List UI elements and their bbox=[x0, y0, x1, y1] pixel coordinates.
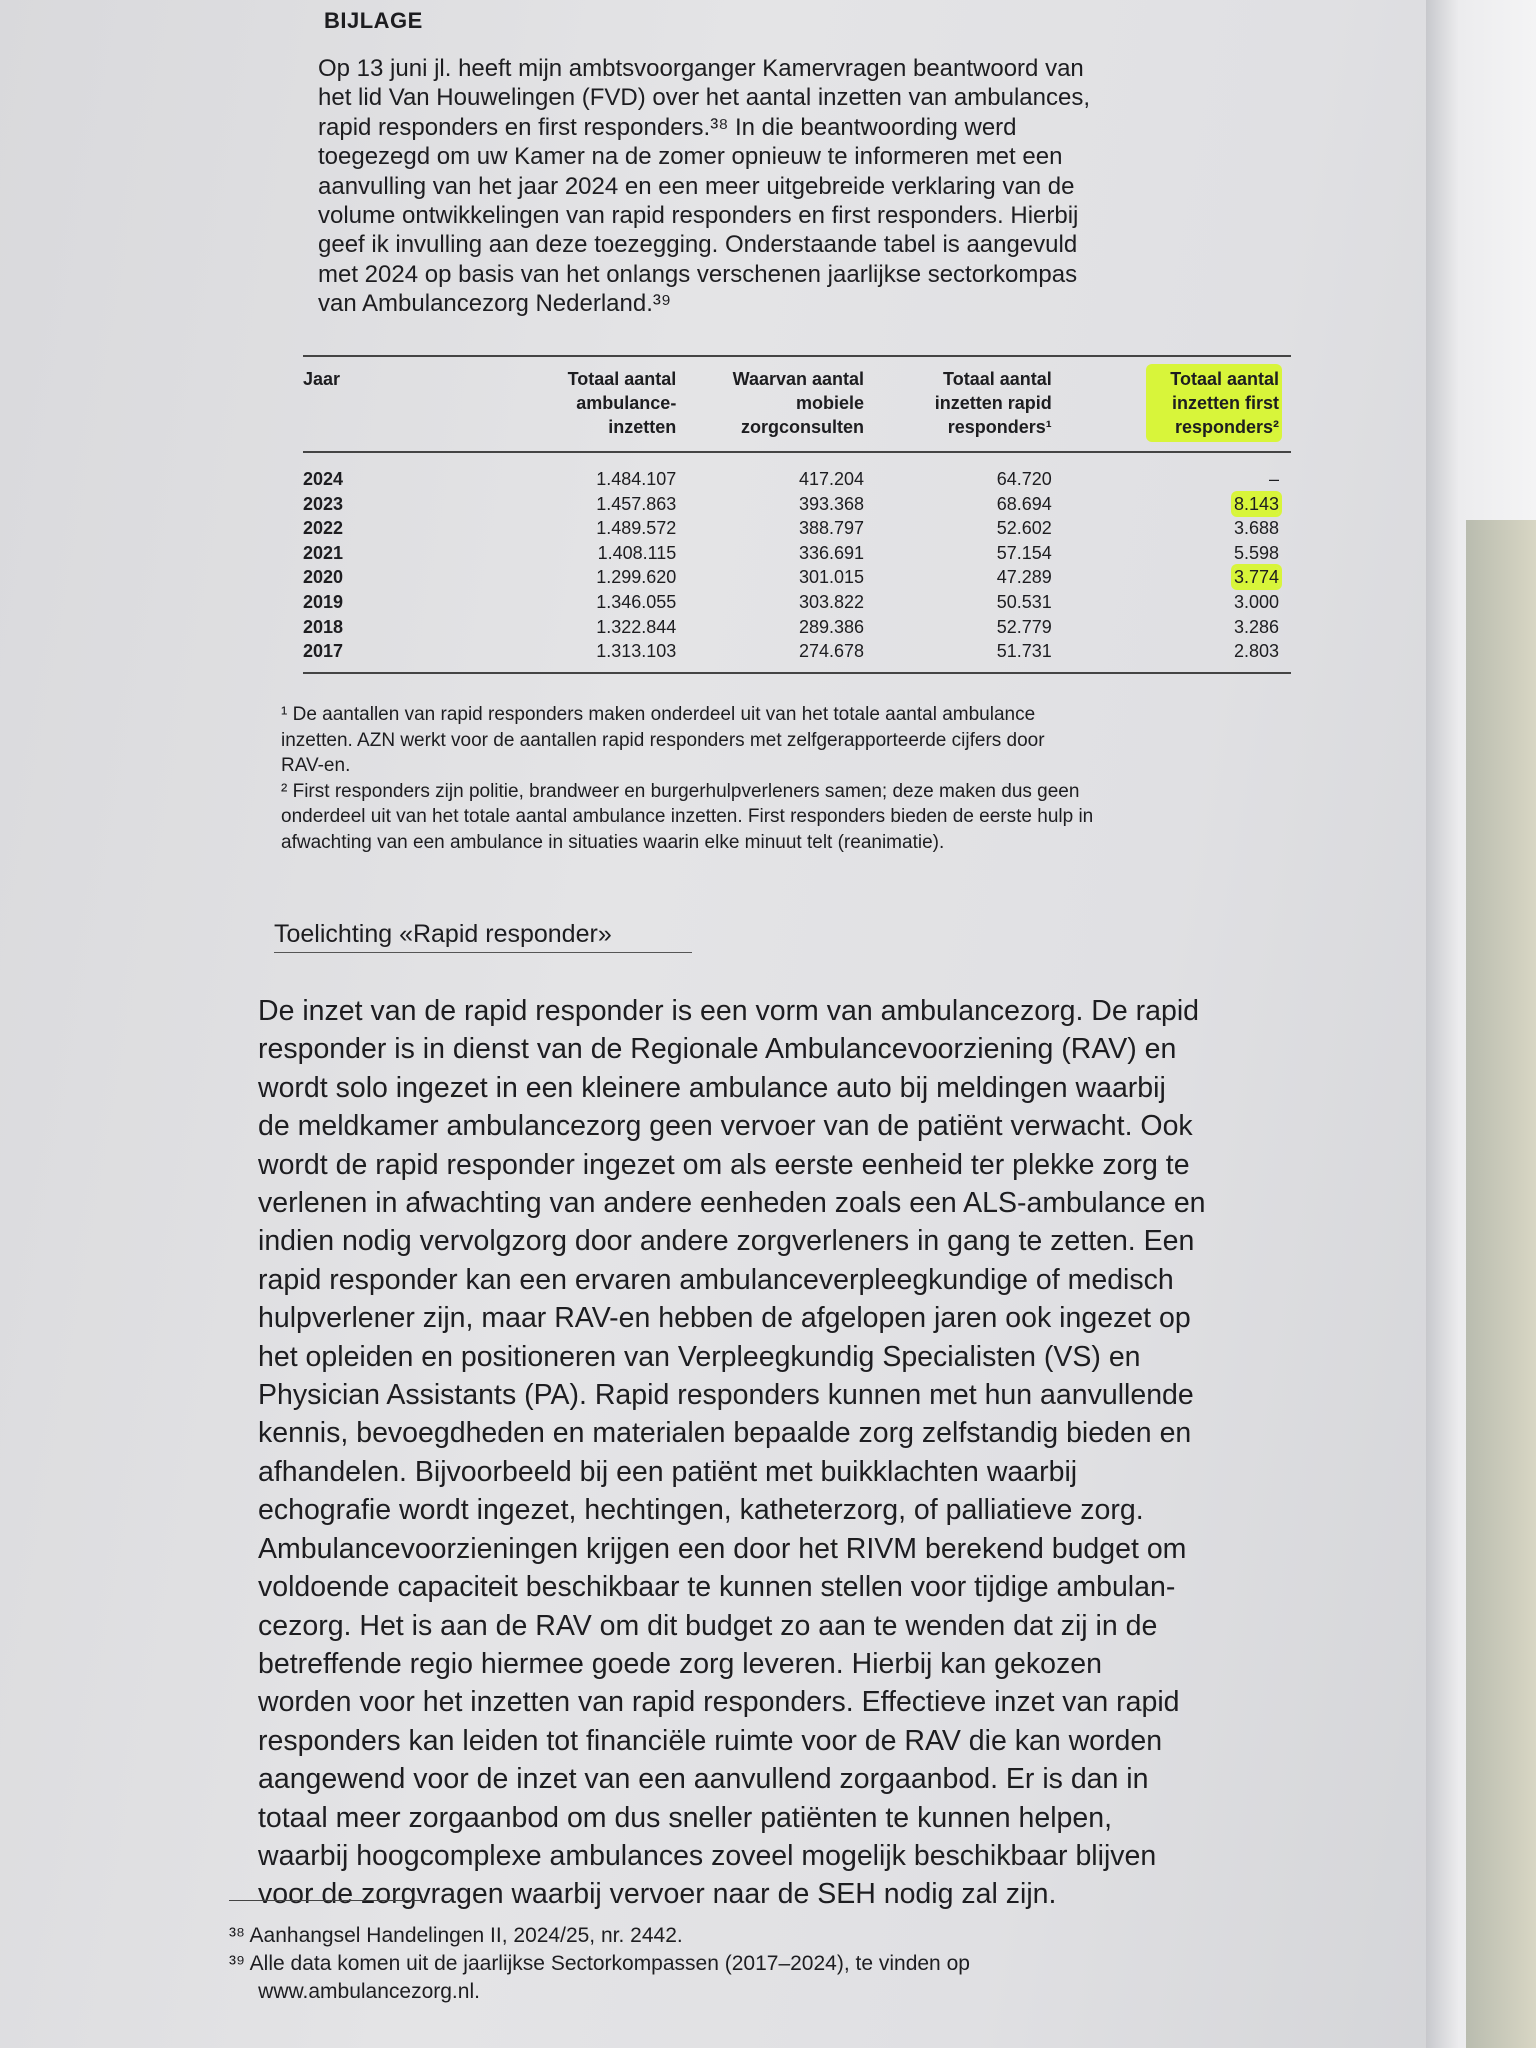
table-cell bbox=[303, 492, 520, 517]
cell-value: 64.720 bbox=[996, 469, 1052, 489]
body-line: wordt solo ingezet in een kleinere ambulance auto bij meldingen waarbij bbox=[258, 1071, 1166, 1104]
column-header-label: Totaal aantal inzetten first responders² bbox=[1149, 367, 1279, 439]
body-line: totaal meer zorgaanbod om dus sneller patiënten te kunnen helpen, bbox=[258, 1801, 1112, 1834]
table-row bbox=[303, 615, 1291, 640]
column-header-label: Jaar bbox=[303, 369, 341, 389]
intro-line: rapid responders en first responders.³⁸ In die beantwoording werd bbox=[318, 113, 1017, 141]
table-header-row bbox=[303, 356, 1291, 452]
body-line: het opleiden en positioneren van Verpleegkundig Specialisten (VS) en bbox=[258, 1340, 1141, 1373]
table-cell bbox=[520, 516, 688, 541]
table-cell bbox=[876, 452, 1064, 492]
table-row bbox=[303, 541, 1291, 566]
table-row bbox=[303, 565, 1291, 590]
table-row bbox=[303, 639, 1291, 673]
body-line: voldoende capaciteit beschikbaar te kunnen stellen voor tijdige ambulan- bbox=[258, 1571, 1176, 1604]
table-cell bbox=[688, 541, 876, 566]
cell-value: 1.322.844 bbox=[596, 616, 677, 637]
table-footnote-line: RAV-en. bbox=[281, 755, 351, 777]
column-header-label: Totaal aantal ambulance-inzetten bbox=[567, 369, 677, 437]
cell-value: 51.731 bbox=[996, 641, 1052, 662]
cell-value: 3.000 bbox=[1233, 591, 1279, 612]
table-cell bbox=[688, 492, 876, 517]
table-footnotes bbox=[281, 702, 1311, 856]
table-cell bbox=[520, 590, 688, 615]
table-cell bbox=[520, 541, 688, 566]
intro-line: geef ik invulling aan deze toezegging. Onderstaande tabel is aangevuld bbox=[318, 231, 1078, 259]
body-line: responders kan leiden tot financiële ruimte voor de RAV die kan worden bbox=[258, 1724, 1163, 1757]
page-footnote-line: www.ambulancezorg.nl. bbox=[229, 1980, 480, 2003]
table-cell bbox=[303, 639, 520, 673]
body-line: afhandelen. Bijvoorbeeld bij een patiënt met buikklachten waarbij bbox=[258, 1455, 1078, 1488]
table-cell bbox=[688, 590, 876, 615]
cell-value: 3.688 bbox=[1233, 518, 1279, 539]
cell-value: 1.484.107 bbox=[596, 469, 677, 489]
intro-line: van Ambulancezorg Nederland.³⁹ bbox=[318, 290, 672, 318]
cell-value: 2022 bbox=[303, 518, 344, 539]
cell-value: 68.694 bbox=[996, 493, 1052, 514]
column-header-label: Waarvan aantal mobiele zorgconsulten bbox=[732, 369, 865, 437]
intro-line: toegezegd om uw Kamer na de zomer opnieuw te informeren met een bbox=[318, 143, 1063, 171]
cell-value: 388.797 bbox=[798, 518, 865, 539]
body-line: hulpverlener zijn, maar RAV-en hebben de afgelopen jaren ook ingezet op bbox=[258, 1302, 1191, 1335]
table-cell bbox=[303, 541, 520, 566]
cell-value: 2019 bbox=[303, 591, 344, 612]
cell-value: 3.286 bbox=[1233, 616, 1279, 637]
cell-value: 274.678 bbox=[798, 641, 865, 662]
body-line: verlenen in afwachting van andere eenheden zoals een ALS-ambulance en bbox=[258, 1187, 1206, 1220]
cell-value: 52.602 bbox=[996, 518, 1052, 539]
cell-value: 2018 bbox=[303, 616, 344, 637]
table-cell bbox=[1064, 516, 1291, 541]
table-cell bbox=[520, 492, 688, 517]
table-cell bbox=[303, 565, 520, 590]
table-cell bbox=[876, 541, 1064, 566]
cell-value: 289.386 bbox=[798, 616, 865, 637]
table-cell bbox=[303, 590, 520, 615]
table-cell bbox=[688, 565, 876, 590]
body-line: worden voor het inzetten van rapid responders. Effectieve inzet van rapid bbox=[258, 1686, 1180, 1719]
table-cell bbox=[520, 615, 688, 640]
body-line: aangewend voor de inzet van een aanvullend zorgaanbod. Er is dan in bbox=[258, 1763, 1149, 1796]
body-line: betreffende regio hiermee goede zorg leveren. Hierbij kan gekozen bbox=[258, 1647, 1102, 1680]
intro-line: met 2024 op basis van het onlangs verschenen jaarlijkse sectorkompas bbox=[318, 260, 1078, 288]
page-footnote-line: ³⁸ Aanhangsel Handelingen II, 2024/25, nr. 2442. bbox=[229, 1924, 683, 1947]
cell-value: 3.774 bbox=[1233, 567, 1279, 588]
table-row bbox=[303, 516, 1291, 541]
table-footnote-line: onderdeel uit van het totale aantal ambulance inzetten. First responders bieden de eerste hulp in bbox=[281, 806, 1094, 828]
column-header bbox=[688, 356, 876, 452]
body-line: Physician Assistants (PA). Rapid responders kunnen met hun aanvullende bbox=[258, 1379, 1194, 1412]
table-cell bbox=[303, 615, 520, 640]
body-line: de meldkamer ambulancezorg geen vervoer van de patiënt verwacht. Ook bbox=[258, 1110, 1193, 1143]
column-header bbox=[520, 356, 688, 452]
table-cell bbox=[876, 590, 1064, 615]
cell-value: 303.822 bbox=[798, 591, 865, 612]
table-cell bbox=[1064, 615, 1291, 640]
body-line: voor de zorgvragen waarbij vervoer naar de SEH nodig zal zijn. bbox=[258, 1878, 1057, 1911]
page-footnotes bbox=[229, 1922, 970, 2006]
body-line: responder is in dienst van de Regionale Ambulancevoorziening (RAV) en bbox=[258, 1033, 1177, 1066]
table-cell bbox=[303, 516, 520, 541]
cell-value: 393.368 bbox=[798, 493, 865, 514]
footnote-divider bbox=[229, 1900, 425, 1901]
cell-value: 1.313.103 bbox=[596, 641, 677, 662]
table-cell bbox=[688, 639, 876, 673]
intro-line: het lid Van Houwelingen (FVD) over het aantal inzetten van ambulances, bbox=[318, 84, 1090, 112]
table-cell bbox=[876, 565, 1064, 590]
page-title: BIJLAGE bbox=[324, 8, 423, 33]
page-footnote-line: ³⁹ Alle data komen uit de jaarlijkse Sectorkompassen (2017–2024), te vinden op bbox=[229, 1952, 970, 1975]
cell-value: 47.289 bbox=[996, 567, 1052, 588]
cell-value: 52.779 bbox=[996, 616, 1052, 637]
body-line: wordt de rapid responder ingezet om als eerste eenheid ter plekke zorg te bbox=[258, 1148, 1190, 1181]
table-cell bbox=[1064, 452, 1291, 492]
table-cell bbox=[520, 639, 688, 673]
cell-value: 57.154 bbox=[996, 542, 1052, 563]
table-cell bbox=[876, 492, 1064, 517]
table-row bbox=[303, 590, 1291, 615]
body-line: rapid responder kan een ervaren ambulanceverpleegkundige of medisch bbox=[258, 1263, 1174, 1296]
cell-value: 1.457.863 bbox=[596, 493, 677, 514]
table-cell bbox=[1064, 492, 1291, 517]
table-footnote-line: ² First responders zijn politie, brandweer en burgerhulpverleners samen; deze maken dus geen bbox=[281, 780, 1080, 802]
table-cell bbox=[876, 615, 1064, 640]
column-header bbox=[303, 356, 520, 452]
table-footnote-line: ¹ De aantallen van rapid responders maken onderdeel uit van het totale aantal ambulance bbox=[281, 704, 1036, 725]
column-header bbox=[1064, 356, 1291, 452]
cell-value: 2021 bbox=[303, 542, 344, 563]
column-header bbox=[876, 356, 1064, 452]
cell-value: – bbox=[1268, 469, 1279, 489]
table-cell bbox=[1064, 590, 1291, 615]
cell-value: 2024 bbox=[303, 469, 344, 489]
cell-value: 336.691 bbox=[798, 542, 865, 563]
ambulance-statistics-table bbox=[303, 355, 1291, 674]
table-cell bbox=[303, 452, 520, 492]
cell-value: 301.015 bbox=[798, 567, 865, 588]
table-cell bbox=[876, 516, 1064, 541]
cell-value: 1.489.572 bbox=[596, 518, 677, 539]
table-cell bbox=[688, 615, 876, 640]
intro-line: aanvulling van het jaar 2024 en een meer uitgebreide verklaring van de bbox=[318, 172, 1075, 200]
table-row bbox=[303, 492, 1291, 517]
cell-value: 2020 bbox=[303, 567, 344, 588]
body-line: waarbij hoogcomplexe ambulances zoveel mogelijk beschikbaar blijven bbox=[258, 1839, 1157, 1872]
table-cell bbox=[520, 452, 688, 492]
body-line: kennis, bevoegdheden en materialen bepaalde zorg zelfstandig bieden en bbox=[258, 1417, 1192, 1450]
body-line: cezorg. Het is aan de RAV om dit budget zo aan te wenden dat zij in de bbox=[258, 1609, 1158, 1642]
underlying-page bbox=[1466, 520, 1536, 2048]
cell-value: 5.598 bbox=[1233, 542, 1279, 563]
intro-paragraph bbox=[318, 54, 1248, 319]
cell-value: 8.143 bbox=[1233, 493, 1279, 514]
cell-value: 2017 bbox=[303, 641, 344, 662]
body-line: De inzet van de rapid responder is een vorm van ambulancezorg. De rapid bbox=[258, 995, 1200, 1027]
intro-line: volume ontwikkelingen van rapid responders en first responders. Hierbij bbox=[318, 202, 1079, 230]
cell-value: 1.299.620 bbox=[596, 567, 677, 588]
column-header-label: Totaal aantal inzetten rapid responders¹ bbox=[934, 369, 1052, 437]
table-footnote-line: afwachting van een ambulance in situaties waarin elke minuut telt (reanimatie). bbox=[281, 831, 945, 853]
cell-value: 1.408.115 bbox=[597, 542, 677, 563]
intro-line: Op 13 juni jl. heeft mijn ambtsvoorganger Kamervragen beantwoord van bbox=[318, 55, 1084, 82]
table-cell bbox=[1064, 565, 1291, 590]
cell-value: 2.803 bbox=[1233, 641, 1279, 662]
cell-value: 417.204 bbox=[798, 469, 865, 489]
table-cell bbox=[688, 452, 876, 492]
table-cell bbox=[520, 565, 688, 590]
table-cell bbox=[876, 639, 1064, 673]
table-row bbox=[303, 452, 1291, 492]
cell-value: 50.531 bbox=[996, 591, 1052, 612]
body-paragraph bbox=[258, 992, 1338, 1914]
table-cell bbox=[1064, 541, 1291, 566]
body-line: echografie wordt ingezet, hechtingen, katheterzorg, of palliatieve zorg. bbox=[258, 1494, 1144, 1527]
table-cell bbox=[1064, 639, 1291, 673]
cell-value: 1.346.055 bbox=[596, 591, 677, 612]
section-heading: Toelichting «Rapid responder» bbox=[274, 920, 692, 953]
table-cell bbox=[688, 516, 876, 541]
body-line: Ambulancevoorzieningen krijgen een door het RIVM berekend budget om bbox=[258, 1532, 1187, 1565]
cell-value: 2023 bbox=[303, 493, 344, 514]
table-footnote-line: inzetten. AZN werkt voor de aantallen rapid responders met zelfgerapporteerde cijfers door bbox=[281, 729, 1045, 751]
body-line: indien nodig vervolgzorg door andere zorgverleners in gang te zetten. Een bbox=[258, 1225, 1195, 1258]
